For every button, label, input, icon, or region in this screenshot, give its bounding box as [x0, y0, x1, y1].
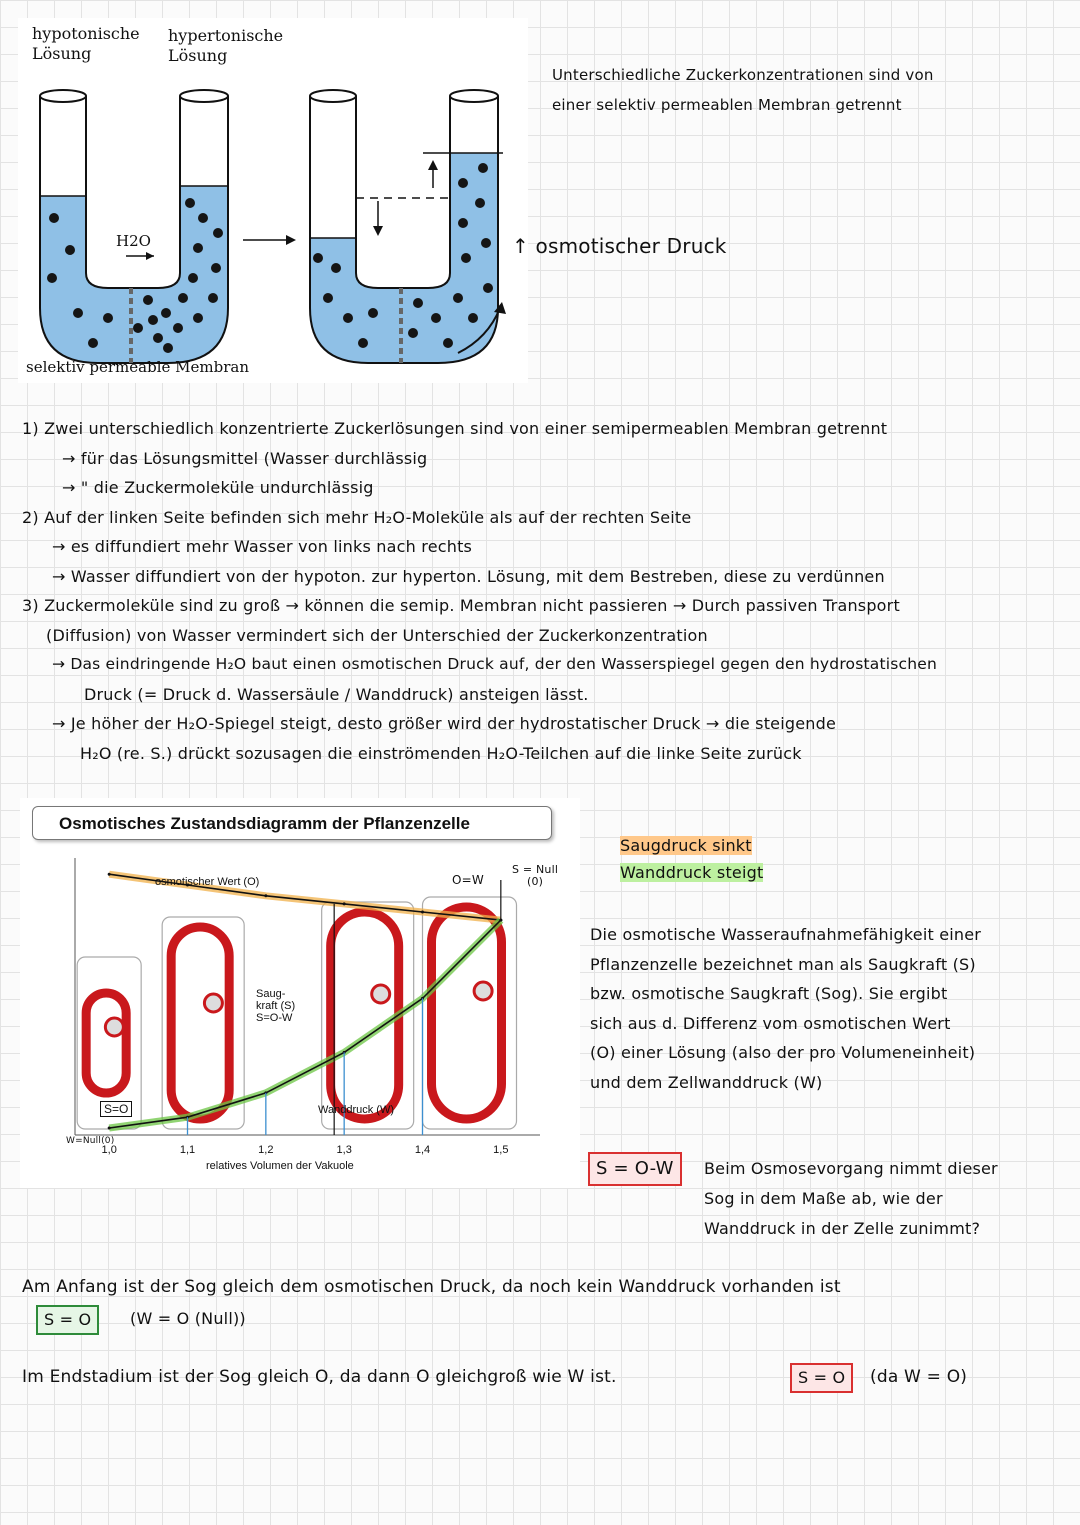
formula-box: S = O-W [588, 1152, 682, 1186]
x-tick-label: 1,1 [179, 1144, 196, 1156]
nucleus [105, 1018, 123, 1036]
saugdruck-note [620, 832, 763, 886]
note-line: → es diffundiert mehr Wasser von links nach rechts [52, 537, 473, 556]
x-tick-label: 1,4 [414, 1144, 431, 1156]
vacuole-membrane [331, 912, 399, 1119]
note-line: 3) Zuckermoleküle sind zu groß → können die semip. Membran nicht passieren → Durch passiven Transport [22, 596, 900, 615]
data-point [108, 1127, 111, 1130]
hypo-label: hypotonische Lösung [32, 24, 140, 63]
data-point [264, 894, 267, 897]
x-tick-label: 1,5 [493, 1144, 509, 1156]
w-null-label: W=Null(0) [66, 1136, 115, 1146]
s0-box-green: S = O [36, 1305, 99, 1335]
data-point [108, 873, 111, 876]
data-point [421, 911, 424, 914]
s-null-label: S = Null (0) [512, 863, 559, 888]
u-tube-figure [18, 18, 528, 383]
nucleus [204, 994, 222, 1012]
wanddruck-steigt: Wanddruck steigt [620, 863, 764, 882]
vacuole-membrane [86, 993, 126, 1093]
bottom-line-1b: (W = O (Null)) [130, 1309, 246, 1328]
o-eq-w-label: O=W [452, 873, 484, 887]
s0-label: S=O [100, 1101, 132, 1117]
osmotic-diagram [20, 798, 580, 1188]
note-line: 2) Auf der linken Seite befinden sich mehr H₂O-Moleküle als auf der rechten Seite [22, 507, 692, 527]
note-line: → Wasser diffundiert von der hypoton. zur hyperton. Lösung, mit dem Bestreben, diese zu verdünnen [52, 566, 885, 586]
note-line: → Je höher der H₂O-Spiegel steigt, desto größer wird der hydrostatischer Druck → die steigende [52, 714, 836, 733]
note-line: → für das Lösungsmittel (Wasser durchlässig [62, 448, 428, 468]
vacuole-membrane [171, 927, 229, 1119]
x-axis-label: relatives Volumen der Vakuole [206, 1160, 354, 1172]
x-tick-label: 1,2 [258, 1144, 274, 1156]
diagram-title: Osmotisches Zustandsdiagramm der Pflanzenzelle [32, 806, 552, 840]
bottom-line-2b: (da W = O) [870, 1367, 968, 1387]
osm-value-label: osmotischer Wert (O) [155, 876, 260, 888]
formula-explanation: Beim Osmosevorgang nimmt dieser Sog in dem Maße ab, wie der Wanddruck in der Zelle zunimmt? [704, 1159, 998, 1238]
note-line: Druck (= Druck d. Wassersäule / Wanddruck) ansteigen lässt. [84, 684, 589, 704]
diagram-chart [20, 798, 580, 1188]
ut-caption: Unterschiedliche Zuckerkonzentrationen sind von einer selektiv permeablen Membran getrennt [552, 66, 934, 114]
saugkraft-label: Saug- kraft (S) S=O-W [256, 988, 296, 1024]
h2o-label: H2O [116, 232, 151, 250]
note-line: (Diffusion) von Wasser vermindert sich der Unterschied der Zuckerkonzentration [46, 625, 708, 645]
bottom-line-1: Am Anfang ist der Sog gleich dem osmotischen Druck, da noch kein Wanddruck vorhanden ist [22, 1277, 841, 1297]
nucleus [474, 982, 492, 1000]
vacuole-membrane [432, 907, 502, 1119]
note-line: H₂O (re. S.) drückt sozusagen die einströmenden H₂O-Teilchen auf die linke Seite zurück [80, 743, 802, 763]
hyper-label: hypertonische Lösung [168, 26, 284, 65]
osmotic-pressure-label: ↑ osmotischer Druck [512, 234, 727, 258]
nucleus [372, 985, 390, 1003]
x-tick-label: 1,3 [336, 1144, 352, 1156]
saugkraft-definition: Die osmotische Wasseraufnahmefähigkeit einer Pflanzenzelle bezeichnet man als Saugkraft (S) bzw. osmotische Saugkraft (Sog). Sie ergibt sich aus d. Differenz vom osmotischen Wert (O) einer Lösung (also der pro Volumeneinheit) und dem Zellwanddruck (W) [590, 925, 982, 1092]
membrane-label: selektiv permeable Membran [26, 358, 249, 376]
note-line: → " die Zuckermoleküle undurchlässig [62, 478, 374, 497]
note-line: 1) Zwei unterschiedlich konzentrierte Zuckerlösungen sind von einer semipermeablen Membran getrennt [22, 419, 888, 438]
bottom-line-2: Im Endstadium ist der Sog gleich O, da dann O gleichgroß wie W ist. [22, 1367, 617, 1387]
x-tick-label: 1,0 [101, 1144, 117, 1156]
wanddruck-label: Wanddruck (W) [318, 1104, 394, 1116]
u-tube-drawing [18, 18, 528, 383]
data-point [343, 902, 346, 905]
s0-box-red: S = O [790, 1363, 853, 1393]
note-line: → Das eindringende H₂O baut einen osmotischen Druck auf, der den Wasserspiegel gegen den hydrostatischen [52, 655, 938, 673]
saugdruck-sinkt: Saugdruck sinkt [620, 836, 752, 855]
notes-block [22, 414, 1072, 768]
